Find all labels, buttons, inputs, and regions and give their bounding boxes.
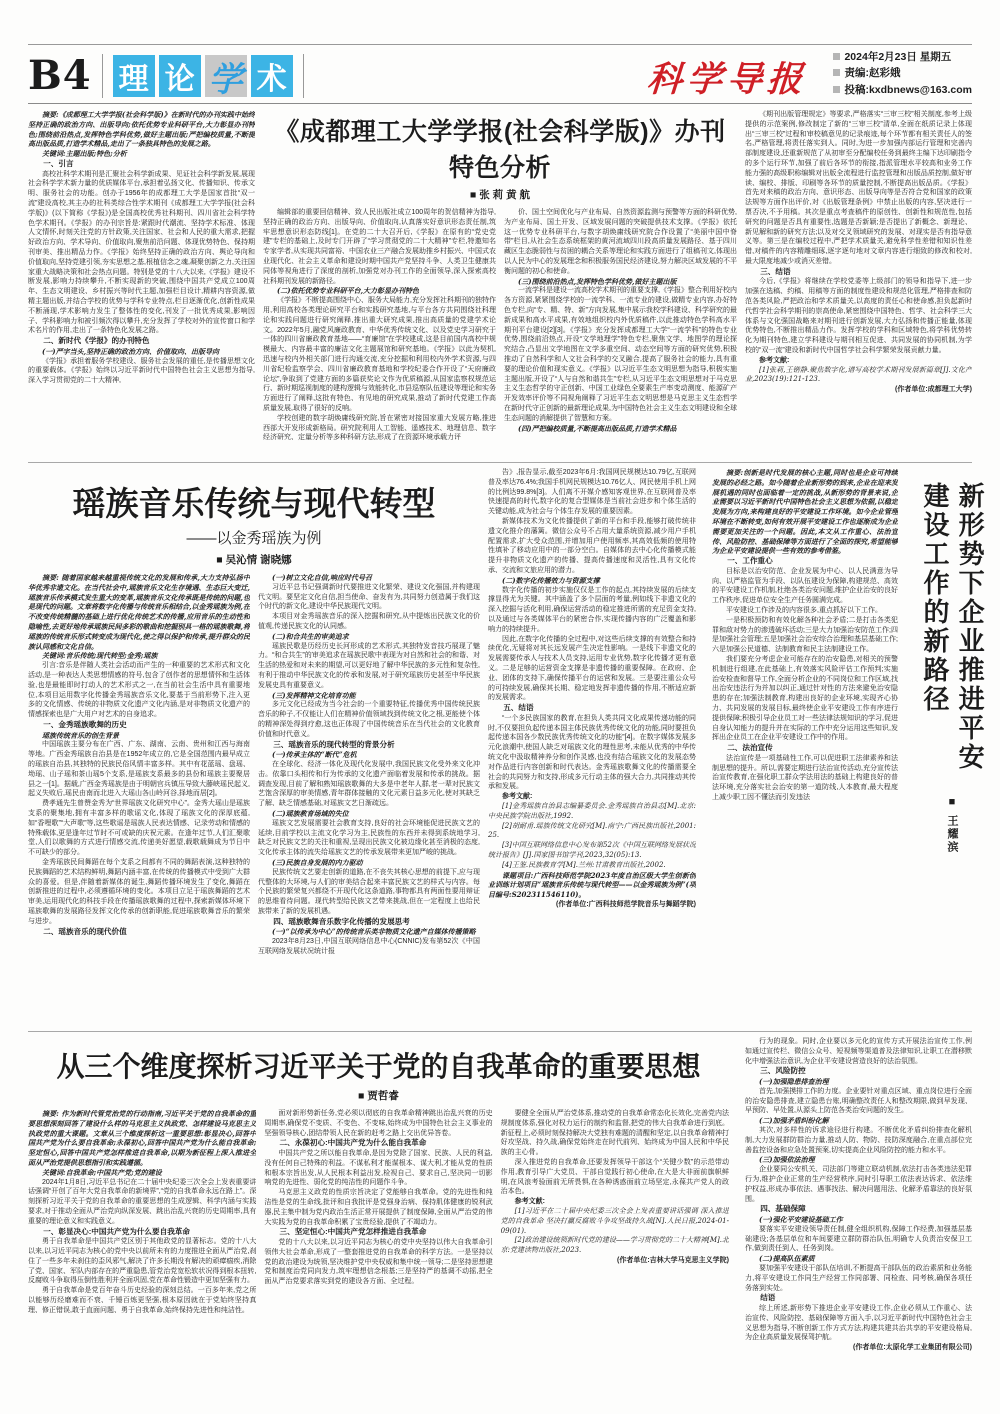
logo-char-li: 理: [113, 55, 155, 97]
paragraph: (一)严字当头,坚持正确的政治方向、价值取向、出版导向: [42, 346, 220, 356]
paragraph: 因此,在数字化传播的全过程中,对这些后续支撑的有效整合和持续优化,无疑将对其长远发展产生决定性影响。一是线下非遗文化的发展需要传承人与技术人员支持,运用专业优势,数字化传播才更有意义。二是足够的运营资金支撑是非遗传播的重要保障。在政府、企业、团体的支持下,确保传播平台的运营和发展。三是要注重公众号的可持续发展,确保其长期、稳定地发挥非遗传播的作用,不断适应新的发展需求。: [488, 635, 696, 702]
paragraph: 今后,《学报》将继续在学校党委等上级部门的领导和指导下,进一步加强在选稿、约稿、用稿等方面的制度性建设和规范化管理,严格排查和防范各类风险,严把政治和学术质量关,以高度的责任心和使命感,担负起新时代哲学社会科学期刊的崇高使命,紧密围绕中国特色、哲学、社会科学三大体系与文化强国战略来对期刊进行创新发展,大力弘扬和传播正能量,体现优势特色,不断推出精品力作。发挥学校的学科和区域特色,将学科优势转化为期刊特色,建立学科建设与期刊相互促进、共同发展的协同机制,为学校的“双一流”建设和新时代中国哲学社会科学繁荣发展贡献力量。: [745, 278, 972, 354]
paragraph: [1]习近平在二十届中央纪委三次全会上发表重要讲话强调 深入推进党的自我革命 坚决打赢反腐败斗争攻坚战持久战[N].人民日报,2024-01-09(01).: [500, 1206, 729, 1235]
paragraph: 其次,对多样性的诉求途径进行构建。不断优化矛盾纠纷排查化解机制,大力发展群防群治力量,推动人防、物防、技防深度融合,在重点部位完善监控设备和应急处置预案,切实提高企业风险防控的能力和水平。: [745, 1127, 972, 1154]
bullet-square-icon: [833, 69, 840, 76]
paragraph: 我们要充分考虑企业可能存在的治安隐患,对相关的预警机制进行组建,在此基础上,有效落实风险评估工作预判;实施治安检查和督导工作,全面分析企业的不同岗位和工作区域,找出治安违法行为并加以纠正,通过针对性的方法来避免治安隐患的存在;加强法制教育,构建出良好的企业环境,实现齐心协力、共同发展的发展目标,最终使企业平安建设工作有序进行提供保障;积极引导企业员工对一些法律法规知识的学习,促进自身认知能力的提升并在实际的工作中充分运用这些知识,发挥出企业员工在企业平安建设工作中的作用。: [712, 655, 898, 742]
paragraph: 中国共产党之所以能自我革命,是因为党除了国家、民族、人民的利益,没有任何自己特殊的利益。不谋私利才能谋根本、谋大利,才能从党的性质和根本宗旨出发,从人民根本利益出发,检视自己、要求自己,坚决同一切影响党的先进性、弱化党的纯洁性的问题作斗争。: [264, 1150, 493, 1187]
paragraph: [4]王鉴.民族教育学[M].兰州:甘肃教育出版社,2002.: [502, 860, 666, 869]
paragraph: 三、瑶族音乐的现代转型的背景分析: [273, 739, 395, 749]
paragraph: 参考文献:: [502, 793, 533, 801]
article1-column-1: [28, 110, 255, 457]
article-self-revolution: [28, 1037, 729, 1409]
paragraph: (二)依托优势专业科研平台,大力彰显办刊特色: [277, 286, 420, 296]
article4-column-3: [501, 1109, 729, 1409]
paragraph: 二、法治宣传: [727, 743, 773, 753]
paragraph: (二)和合共生的审美追求: [272, 631, 349, 641]
article-journal-analysis: [28, 110, 972, 457]
article4-column-1: [28, 1109, 256, 1409]
paragraph: 目标是以治安防范、企业发展为中心、以人民满意为导向、以严格监管为手段、以队伍建设为保障,构建规范、高效的平安建设工作机制,杜绝各类治安问题,维护企业治安的良好工作秩序,促进单位安全生产任务圆满完成。: [712, 567, 898, 605]
paragraph: 关键词:主题出版;特色;分析: [42, 149, 127, 159]
paragraph: 课题项目:广西科技师范学院2023年度自治区级大学生创新创业训练计划项目“瑶族音乐传统与现代转型——以金秀瑶族为例”(项目编号:S202311546110)。: [488, 870, 696, 900]
publication-info: [833, 49, 972, 99]
paragraph: 新媒体技术为文化传播提供了新的平台和手段,能够打破传统非遗文化推介的藩篱。微信公众号不占用大量系统资源,减少用户手机配置需求,扩大受众范围,并增加用户使用频率,其高效低频的使用特性填补了移动应用中的一部分空白。自媒体的去中心化传播模式能提升非物质文化遗产的传播、提高传播速度和灵活性,具有文化传承、交流和文旅应用的潜力。: [488, 517, 696, 574]
paragraph: [1]金秀瑶族自治县志编纂委员会.金秀瑶族自治县志[M].北京:中央民族学院出版社,1992.: [488, 801, 696, 820]
paragraph: (三)民族自身发展的内力驱动: [272, 857, 363, 867]
paragraph: 引言:音乐是伴随人类社会活动而产生的一种重要的艺术形式和文化活动,是一种表达人类思想情感的符号,包含了创作者的思想情怀和生活体验,也是最能即时打动人的艺术形式之一,在当前社会生活中具有重要地位,本项目运用数字化传播金秀瑶族音乐文化,要基于当前形势下,注入更多的文化情感、传统的非物质文化遗产文化内涵,是对非物质文化遗产的情感探索也是广大用户对艺术的自身追求。: [28, 662, 250, 719]
masthead-title: 科学导报: [646, 59, 809, 100]
paragraph: 本项目对金秀瑶族音乐的深入挖掘和研究,从中提炼出民族文化的价值观,传递民族文化的认同感。: [258, 613, 480, 630]
paragraph: [3]中国互联网络信息中心发布第52次《中国互联网络发展状况统计报告》[J].国家图书馆学刊,2023,32(05):13.: [488, 841, 696, 859]
article3-column-a: [712, 468, 898, 1026]
paragraph: 三、结语: [760, 266, 791, 276]
paragraph: 价、国土空间优化与产业布局、自然资源监测与预警等方面的科研优势,为产业布局、国土开发、区域发展问题的突破提供技术支撑。《学报》依托这一优势专业科研平台,与数字胡焕庸线研究院合作设置了“美丽中国中脊带”栏目,从社会生态系统框架的黄河流域四川段高质量发展路径、基于四川藏区生态脆弱性与贫困的耦合关系等理论和实践方面进行了组稿刊文,体现出以人民为中心的发展理念和积极服务国民经济建设,努力解决区域发展的不平衡问题的初心和使命。: [504, 209, 737, 275]
paragraph: 四、基础保障: [760, 1204, 806, 1214]
paragraph: 一、引言: [43, 158, 74, 168]
paragraph: “一个多民族国家的教育,在担负人类共同文化成果传递功能的同时,不仅要担负起传递本国主体民族优秀传统文化的功能,同时要担负起传递本国各少数民族优秀传统文化的功能”[4]。在数字媒体发展多元化浪潮中,使国人缺乏对瑶族文化的理性思考,未能从优秀的中华传统文化中汲取精神养分和创作灵感,也没有结合瑶族文化的发展态势对作品进行内容创新和时代表达。金秀瑶族歌舞文化的传播需要全社会的共同努力和支持,形成多元行动主体的强大合力,共同推动其传承和发展。: [488, 714, 696, 791]
article2-subtitle: ——以金秀瑶族为例: [186, 530, 322, 547]
article3-byline: ■ 王耀滨: [946, 796, 958, 855]
paragraph: (一)传承主体的“断代”危机: [272, 750, 357, 760]
paragraph: (二)提高队伍素质: [759, 1254, 815, 1264]
logo-char-shu: 术: [251, 55, 293, 97]
paragraph: [1]张莉,王锴静.聚焦数字化,谱写高校学术期刊发展新篇章[J].文化产业,2023(19):121-123.: [745, 365, 972, 384]
paragraph: 金秀瑶族民间舞蹈在每个支系之间都有不同的舞蹈表演,这种独特的民族舞蹈的艺术结构鲜明,舞蹈内涵丰富,在传统的传播模式中受到广大群众的喜爱。但是,伴随着新媒体的诞生,舞蹈传播环境发生了变化,舞蹈在创新推进的过程中,必须遵循环境的变化。本项目立足于瑶族舞蹈的艺术审美,运用现代化的科技手段在传播瑶族歌舞的过程中,探索新媒体环境下瑶族歌舞的发展路径发挥文化传承的创新职能,促进瑶族歌舞音乐的繁荣与进步。: [28, 858, 250, 925]
paragraph: 法治宣传是一项基础性工作,可以促进职工法律素养和法制思想的提升。所以,需要定期进行法治宣传活动,充分宣传法治宣传教育,在强化职工群众学法用法的基础上构建良好的普法环境,充分落实社会治安的第一道防线,人本教育,最大程度上减少职工因不懂法而引发违法: [712, 754, 898, 801]
paragraph: (二)加强矛盾纠纷化解: [759, 1116, 829, 1126]
article2-title: 瑶族音乐传统与现代转型: [72, 485, 436, 522]
paragraph: (一)树立文化自信,响应时代号召: [272, 573, 373, 582]
middle-band: [28, 468, 986, 1026]
paragraph: 一流学科是建设一流高校学术期刊的重要支撑,《学报》整合利用好校内各方资源,紧紧围绕学校的一流学科、一流专业的建设,做精专业内容,办好特色专栏,向“专、精、特、新”方向发展,集中展示我校学科建设、科学研究的最新成果和高水平成果,有效地组织校内外优质稿件,以此推动特色学科高水平期刊平台建设[2][3]。《学报》充分发挥成都理工大学“一流学科”的特色专业优势,围绕前沿热点,开设“文学地理学”特色专栏,聚焦文学、地图学的理论探究结合,凸显出文学地图在文学多重空间、动态空间等方面的研究优势,积极推动了自然科学和人文社会科学的交叉融合,提高了服务社会的能力,具有重要的理论价值和现实意义。《学报》以习近平生态文明思想为指导,积极实施主题出版,开设了“人与自然和谐共生”专栏,从习近平生态文明思想对于马克思主义生态哲学的守正创新、中国工业绿色全要素生产率变动测度、能源矿产开发效率评价等不同视角阐释了习近平生态文明思想是马克思主义生态哲学在新时代守正创新的最新理论成果,为中国特色社会主义生态文明建设和全球生态问题的消解提供了智慧和方案。: [504, 287, 737, 422]
article1-column-2: [263, 208, 496, 457]
article1-byline: ■ 张 莉 黄 航: [469, 189, 530, 201]
paragraph: 三、风险防控: [760, 1066, 806, 1076]
header-rule: [28, 103, 972, 104]
paragraph: 关键词:自我革命;中国共产党;党的建设: [42, 1167, 162, 1177]
paragraph: 要落实平安建设领导责任制,健全组织机构,保障工作经费,加强基层基础建设;各基层单位和车间要建立群防群治队伍,明确专人负责治安保卫工作,做到责任到人、任务到岗。: [745, 1225, 972, 1253]
article1-column-3: [504, 208, 737, 457]
bullet-square-icon: [833, 86, 840, 93]
paragraph: 综上所述,新形势下推进企业平安建设工作,企业必须从工作重心、法治宣传、风险防控、基础保障等方面入手,以习近平新时代中国特色社会主义思想为指导,不断创新工作方式方法,构建共建共治共享的平安建设格局,为企业高质量发展保驾护航。: [745, 1305, 972, 1342]
paragraph: 勇于自我革命是中国共产党区别于其他政党的显著标志。党的十八大以来,以习近平同志为核心的党中央以前所未有的力度推进全面从严治党,刹住了一些多年未刹住的歪风邪气,解决了许多长期没有解决的顽瘴痼疾,消除了党、国家、军队内部存在的严重隐患,管党治党宽松软状况得到根本扭转,反腐败斗争取得压倒性胜利并全面巩固,党在革命性锻造中更加坚强有力。: [28, 1238, 257, 1285]
paragraph: 编辑部的重要回信精神、致人民出版社成立100周年的贺信精神为指导,坚持正确的政治方向、出版导向、价值取向,认真落实好意识形态责任制,筑牢思想意识形态防线[1]。在党的二十大召开后,《学报》在原有的“党史党建”专栏的基础上,及时专门开辟了“学习贯彻党的二十大精神”专栏,特邀知名专家学者,从实现共同富裕、中国农业三产融合发展助推乡村振兴、中国式农业现代化、社会主义革命和建设时期中国共产党坚持斗争、人类卫生健康共同体等视角进行了深度的剖析,加强党对办刊工作的全面领导,深入探索高校社科期刊发展的新路径。: [263, 209, 496, 285]
paragraph: 行为的现象。同时,企业要以多元化的宣传方式开展法治宣传工作,例如通过宣传栏、微信公众号、短视频等渠道普及法律知识,让职工在潜移默化中增强法治意识,为企业平安建设营造良好的法治氛围。: [745, 1038, 972, 1065]
edition-label: B4: [28, 52, 92, 99]
bottom-band: [28, 1037, 972, 1409]
paragraph: (一)加强隐患排查治理: [759, 1077, 829, 1087]
paragraph: (三)发挥精神文化培育功能: [272, 690, 356, 700]
paragraph: 要加强平安建设干部队伍培训,不断提高干部队伍的政治素质和业务能力,将平安建设工作同生产经营工作同部署、同检查、同考核,确保各项任务落到实处。: [745, 1264, 972, 1292]
article2-column-1: [28, 573, 250, 1026]
paragraph: (四)严把编校质量,不断提高出版品质,打造学术精品: [518, 423, 677, 433]
paragraph: 深入推进党的自我革命,还要发挥领导干部这个“关键少数”的示范带动作用,教育引导广大党员、干部自觉践行初心使命,在大是大非面前旗帜鲜明,在风浪考验面前无所畏惧,在各种诱惑面前立场坚定,永葆共产党人的政治本色。: [500, 1158, 729, 1196]
paragraph: 摘要: 作为新时代管党治党的行动指南,习近平关于党的自我革命的重要思想深刻回答了建设什么样的马克思主义执政党、怎样建设马克思主义执政党的重大课题。文章从三个维度探析这一重要思想:彰显决心,回答中国共产党为什么要自我革命;永葆初心,回答中国共产党为什么能自我革命;坚定恒心,回答中国共产党怎样推进自我革命,以期为新征程上深入推进全面从严治党提供思想指引和实践遵循。: [28, 1109, 257, 1167]
article4-column-2: [264, 1109, 492, 1409]
paragraph: (作者单位:太原化学工业集团有限公司): [853, 1344, 972, 1352]
paragraph: (二)瑶族教育场域的失位: [272, 808, 349, 818]
paragraph: (三)围绕前沿热点,发挥特色学科优势,做好主题出版: [518, 276, 677, 286]
paragraph: 习近平总书记强调新时代要推进文化繁荣、建设文化强国,并构建现代文明。要坚定文化自信,担当使命、奋发有为,共同努力创造属于我们这个时代的新文化,建设中华民族现代文明。: [258, 583, 480, 611]
article3-column-b: [745, 1037, 972, 1409]
submit-line: 投稿:kxdbnews@163.com: [833, 82, 972, 98]
paragraph: 在全球化、经济一体化及现代化发展中,我国民族文化受外来文化冲击。依靠口头相传和行为传承的文化遗产面临着发展和传承的挑战。据调查发现,目前了解和熟知瑶族歌舞的大多是中老年人群,老一辈对民族文艺饱含深厚的审美情感,青年群体接触的文化元素日益多元化,使对其缺乏了解、缺乏情感基础,对瑶族文艺日渐疏远。: [258, 760, 480, 808]
paragraph: 马克思主义政党的性质宗旨决定了党能够自我革命。党的先进性和纯洁性是党的生命线,批评和自我批评是党强身治病、保持肌体健康的锐利武器,民主集中制为党内政治生活正常开展提供了制度保障,全面从严治党的伟大实践为党的自我革命积累了宝贵经验,提供了不竭动力。: [264, 1189, 493, 1226]
paragraph: 学校创建的数字胡焕庸线研究院,旨在紧密对接国家重大发展方略,推进西部大开发形成新格局。研究院利用人工智能、遥感技术、地理信息、数字经济研究、定量分析等多种科研方法,形成了在资源环境承载力评: [263, 414, 496, 442]
article2-column-3: [488, 468, 696, 1026]
paragraph: 摘要:《成都理工大学学报(社会科学版)》在新时代的办刊实践中始终坚持正确的政治方向、出版导向;依托优势专业科研平台,大力彰显办刊特色;围绕前沿热点,发挥特色学科优势,做好主题出版;严把编校质量,不断提高出版品质,打造学术精品,走出了一条独具特色的发展之路。: [28, 110, 255, 149]
date-line: 2024年2月23日 星期五: [833, 49, 972, 65]
top-hairline: [28, 44, 972, 45]
paragraph: 首先,加强摸排工作的力度。企业要针对重点区域、重点岗位进行全面的治安隐患排查,建立隐患台账,明确整改责任人和整改期限,做到早发现、早预防、早处置,从源头上防范各类治安问题的发生。: [745, 1087, 972, 1115]
paragraph: 瑶族文艺发展需要社会教育支持,良好的社会环境能促进民族文艺的延续,目前学校以主流文化学习为主,民族性的东西并未得到系统地学习,缺乏对民族文艺的关注和重视,呈现出民族文化被边缘化甚至消极的态度,文化传承主体的流失给瑶族文艺的传承发展带来更加严峻的挑战。: [258, 819, 480, 857]
paragraph: [2]政治建设统领新时代党的建设——学习贯彻党的二十大精神[M].北京:党建读物出版社,2023.: [500, 1236, 729, 1255]
paragraph: 企业要同公安机关、司法部门等建立联动机制,依法打击各类违法犯罪行为,维护企业正常的生产经营秩序,同时引导职工依法表达诉求、依法维护权益,形成办事依法、遇事找法、解决问题用法、化解矛盾靠法的良好氛围。: [745, 1166, 972, 1203]
paragraph: 摘要: 随着国家越来越重视传统文化的发展和传承,大力支持弘扬中华优秀非遗文化。在当代社会中,瑶族音乐文化生存境遇、生态巨大变迁,瑶族音乐传承模式发生重大的变革,瑶族音乐文化传承既是传统的问题,也是现代的问题。文章将数字化传播与传统音乐相结合,以金秀瑶族为例,在不改变传统精髓的基础上进行优化传统艺术的传播,应用音乐的生动性和隐喻性,去更好地传承瑶族民间多彩的歌曲和挖掘别具一格的瑶族歌舞,将瑶族的传统音乐形式转变成为现代化,使之得以保护和传承,提升群众的民族认同感和文化自信。: [28, 573, 250, 651]
band-divider: [28, 462, 972, 463]
paragraph: 费孝通先生曾赞金秀为“世界瑶族文化研究中心”。金秀大瑶山是瑶族支系的聚集地,拥有丰富多样的歌谣文化,体现了瑶族文化的深厚底蕴,如“香哩歌”“大声歌”等,这些歌谣是瑶族人民表达情感、记录劳动和情感的特殊载体,更是逢年过节时不可或缺的庆祝元素。在逢年过节,人们汇聚歌堂,人们以歌舞的方式进行情感交流,传递美好愿望,载歌载舞成为节日中不可缺少的部分。: [28, 800, 250, 857]
logo-char-xue: 学: [205, 55, 247, 97]
paragraph: 2023年8月23日,中国互联网络信息中心(CNNIC)发布第52次《中国互联网络发展状况统计报: [258, 938, 480, 955]
bullet-square-icon: [833, 53, 840, 60]
paragraph: 一是积极预防和有效化解各种社会矛盾;二是打击各类犯罪和敌对势力的渗透破坏活动;三是大力加强治安防范工作;四是加强社会管理;五是加强社会治安综合治理和基层基础工作;六是加强公民道德、法制教育和民主法制建设工作。: [712, 616, 898, 654]
paragraph: 瑶族传统音乐的创生背景: [42, 730, 119, 740]
article-yao-music: [28, 468, 480, 1026]
paragraph: 参考文献:: [759, 356, 790, 364]
paragraph: 高校社科学术期刊是汇聚社会科学新成果、见证社会科学新发展,展现社会科学学术新力量的优质媒体平台,承担着弘扬文化、传播知识、传承文明、服务社会的功能。创办于1956年的成都理工大学是国家首批“双一流”建设高校,其主办的社科类综合性学术期刊《成都理工大学学报(社会科学版)》(以下简称《学报》)是全国高校优秀社科期刊、四川省社会科学特色学术期刊。《学报》的办刊宗旨是:紧跟时代潮流、坚持学术标准、体现人文情怀,时刻关注党的方针政策,关注国家、社会和人民的重大需求,把握好政治方向、学术导向、价值取向,聚焦前沿问题、体现优势特色、保持期刊审美、推出精品力作。《学报》始终坚持正确的政治方向、舆论导向和价值取向,坚持党建引领,夯实思想之基,根植信念之魂,凝聚创新之力,关注国家重大战略决策和社会热点问题。特别是党的十八大以来,《学报》建设不断发展,影响力持续攀升,不断实现新的突破,围绕中国共产党成立100周年、生态文明建设、乡村振兴等时代主题,加强栏目设计,精耕内容资源,做精主题出版,并结合学校的优势与学科专业特点,栏目逐渐优化,创新性成果不断涌现,学术影响力发生了整体性的变化,刊发了一批优秀成果,影响因子、学科影响力和被引频次得以攀升,充分发挥了学校对外的宣传窗口和学术名片的作用,走出了一条特色化发展之路。: [28, 170, 255, 335]
paragraph: 2024年1月8日,习近平总书记在二十届中央纪委三次全会上发表重要讲话强调“开创了百年大党自我革命的新境界”,“党的自我革命永远在路上”。深刻探析习近平关于党的自我革命的重要思想的生成逻辑、科学内涵与实践要求,对于推动全面从严治党向纵深发展、跳出治乱兴衰的历史周期率,具有重要的理论意义和实践意义。: [28, 1178, 257, 1225]
paragraph: 二、瑶族音乐的现代价值: [43, 926, 127, 936]
paragraph: 平安建设工作涉及的内容很多,重点抓好以下工作。: [726, 606, 882, 614]
paragraph: 瑶族民歌是历经历史长河形成的艺术形式,其独特发音技巧展现了魅力。“和合共生”的审美追求在瑶族民歌中表现为对自然和社会的和谐、对生活的热爱和对未来的期望,可以更好地了解中华民族的多元性和复杂性,有利于推动中华民族文化的传承和发展,对于研究瑶族历史甚至中华民族发展史具有重要意义。: [258, 642, 480, 689]
paragraph: 多元文化已经成为当今社会的一个重要特征,传播优秀中国传统民族音乐的种子,不仅能让人们在精神价值领域找到传统文化之根,更能使个体的精神深处得到疗愈,这也正体现了中国传统音乐在当代社会的文化教育价值和时代意义。: [258, 701, 480, 738]
article2-column-2: [258, 573, 480, 1026]
paragraph: 数字化传播的初步实施仅仅是工作的起点,其持续发展的后续支撑显得尤为关键。其中涵盖了多个层面的考量,例如线下非遗文化的深入挖掘与活化利用,确保运营活动的稳定推进所需的充足资金支持,以及通过与各类媒体平台的紧密合作,实现传播内容的广泛覆盖和影响力的持续提升。: [488, 586, 696, 633]
header-divider-2: [303, 54, 304, 98]
paragraph: 《学报》承担着服务学校建设、服务社会发展的重任,是传播思想文化的重要载体。《学报》始终以习近平新时代中国特色社会主义思想为指导,深入学习贯彻党的二十大精神,: [28, 357, 255, 385]
article1-column-4: [745, 110, 972, 457]
paragraph: (三)加强依法治理: [759, 1155, 815, 1165]
paragraph: 三、坚定恒心:中国共产党怎样推进自我革命: [279, 1227, 427, 1237]
article1-title: 《成都理工大学学报(社会科学版)》办刊特色分析: [274, 118, 726, 182]
paragraph: (作者单位:广西科技师范学院音乐与舞蹈学院): [556, 900, 696, 908]
article3-title-strip: [914, 468, 990, 1026]
paragraph: (作者单位:吉林大学马克思主义学院): [616, 1256, 729, 1264]
article4-byline: ■ 贾哲睿: [358, 1090, 399, 1102]
paragraph: 《期刊出版管理规定》等要求,严格落实“三审三校”相关制度,参考上级提供的示范案例,修改制定了新的“三审三校”清单,全面在纸质记录上体现出“三审三校”过程和审校稿意见的记录痕迹,每个环节都有相关责任人的签名,严格管理,将责任落实到人。同时,为进一步加强内部运行管理和完善内部制度建设,还重新规范了从初审至分配编校任务到最终主编下达印刷指令的多个运行环节,加强了前后各环节的衔接,指派管理水平较高和业务工作能力强的高级职称编辑对出版全流程进行监控管理和出版品质控制,做好审读、编校、排版、印刷等各环节的质量控制,不断提高出版品质。《学报》首先对来稿的政治方向、意识形态、出版导向等是否符合党和国家的政策法规等方面作出评价,对《出版管理条例》中禁止出版的内容,坚决进行一票否决,不予用稿。其次是重点考查稿件的原创性、创新性和规范性,包括研究的问题是否具有重要性,选题是否新颖;是否提出了新概念、新理论、新见解和新的研究方法;以及对交叉领域研究的发展、对现实是否有指导意义等。第三是在编校过程中,严把学术质量关,避免科学性差错和知识性差错,对稿件的内容精雕细琢,逐字逐句地对文章内容进行细致的修改和校对,最大限度地减少或消灭差错。: [745, 111, 972, 265]
paragraph: 勇于自我革命是党百年奋斗历史经验的深刻总结。一百多年来,党之所以能够历经磨难而不衰、千锤百炼更坚强,根本原因就在于党始终坚持真理、修正错误,敢于直面问题、勇于自我革命,始终保持先进性和纯洁性。: [28, 1287, 257, 1314]
paragraph: [2]胡耐甫.瑶族传统文化研究[M].南宁:广西民族出版社,2001:25.: [488, 821, 696, 840]
paragraph: 一、工作重心: [727, 556, 773, 566]
editor-line: 责编:赵彩娥: [833, 65, 972, 81]
paragraph: 面对新形势新任务,党必须以彻底的自我革命精神跳出治乱兴衰的历史周期率,确保党不变质、不变色、不变味,始终成为中国特色社会主义事业的坚强领导核心,团结带领人民在新的赶考之路上交出优异答卷。: [264, 1110, 493, 1137]
paragraph: 《学报》不断提高围绕中心、服务大局能力,充分发挥社科期刊的独特作用,利用高校各类理论研究平台和实践研究基地,与平台各方共同围绕社科理论和实践问题进行研究阐释,推出重大研究成果,推出高质量的党建学术论文。2022年5月,融党风廉政教育、中华优秀传统文化、以及党史学习研究于一体的四川省廉政教育基地——“育廉馆”在学校建成,这是目前国内高校中规模最大、内容最丰富的廉洁文化主题展馆和研究基地。《学报》以此为契机,迅速与校内外相关部门进行沟通交流,充分挖掘和利用校内外学术资源,与四川省纪检监察学会、四川省廉政教育基地和学校纪委合作开设了“天府廉政论坛”,争取到了党建方面的多篇获奖论文作为优质稿源,从国家监察权规范运行、新时期巡视制度的建构逻辑与效能转化,市县巡察队伍建设等理论和实务方面进行了阐释,这批有特色、有见地的研究成果,推动了新时代党建工作高质量发展,取得了很好的反响。: [263, 297, 496, 412]
paragraph: (二)数字化传播效力与资源支撑: [502, 575, 600, 585]
paragraph: 摘要:创新是时代发展的核心主题,同时也是企业可持续发展的必经之路。如今随着企业新形势的到来,企业在迎来发展机遇的同时也面临着一定的挑战,从新形势的背景来说,企业需要以习近平新时代中国特色社会主义思想为依据,以稳定发展为方向,来构建良好的平安建设工作环境。如今企业管理环境在不断转变,如何有效开展平安建设工作也逐渐成为企业需要更加关注的一个问题。因此,本文从工作重心、法治宣传、风险防控、基础保障等方面进行了全面的探究,希望能够为企业平安建设提供一些有效的参考借鉴。: [712, 468, 898, 556]
paragraph: 要健全全面从严治党体系,推动党的自我革命常态化长效化,完善党内法规制度体系,强化对权力运行的制约和监督,把党的伟大自我革命进行到底。新征程上,必须时刻保持解决大党独有难题的清醒和坚定,以自我革命精神打好攻坚战、持久战,确保党始终走在时代前列、始终成为中国人民和中华民族的主心骨。: [500, 1110, 729, 1157]
paragraph: 五、结语: [503, 703, 534, 713]
paragraph: 一、金秀瑶族歌舞的历史: [43, 719, 127, 729]
paragraph: 中国瑶族主要分布在广西、广东、湖南、云南、贵州和江西与海南等地。广西金秀瑶族自治县是在1952年成立的,它是全国范围内最早成立的瑶族自治县,其独特的民族民俗风情丰富多样。其中有花蓝瑶、盘瑶、坳瑶、山子瑶和茶山瑶5个支系,是瑶族支系最多的县份和瑶族主要聚居县之一[1]。据载,广西金秀瑶族是由于明朝官兵镇压导致大藤峡瑶民起义,起义失败后,瑶民由南而北进入大瑶山各山岭河谷,择地而居[2]。: [28, 741, 250, 798]
paragraph: 一、彰显决心:中国共产党为什么要自我革命: [43, 1226, 190, 1236]
article2-byline: ■ 吴沁情 谢晓娜: [216, 554, 292, 566]
paragraph: 二、新时代《学报》的办刊特色: [43, 336, 150, 346]
paragraph: 结语: [760, 1293, 776, 1303]
header-divider: [102, 54, 103, 98]
paragraph: (一)“以传承为中心”的传统音乐类非物质文化遗产自媒体传播策略: [272, 927, 476, 937]
article3-title: 新形势下企业推进平安建设工作的新路径: [920, 482, 986, 772]
page-header: [28, 47, 972, 99]
paragraph: 二、永葆初心:中国共产党为什么能自我革命: [279, 1138, 427, 1148]
paragraph: 参考文献:: [514, 1198, 545, 1206]
section-logo: [113, 55, 293, 100]
band-divider: [28, 1031, 972, 1032]
paragraph: (一)强化平安建设基础工作: [759, 1215, 843, 1224]
paragraph: 关键词:音乐传统;现代转型;金秀;瑶族: [42, 651, 158, 661]
logo-char-lun: 论: [159, 55, 201, 97]
article4-title: 从三个维度探析习近平关于党的自我革命的重要思想: [56, 1051, 701, 1082]
paragraph: 党的十八大以来,以习近平同志为核心的党中央坚持以伟大自我革命引领伟大社会革命,形成了一整套推进党的自我革命的科学方法。一是坚持以党的政治建设为统领,坚决维护党中央权威和集中统一领导;二是坚持思想建党和制度治党同向发力,筑牢理想信念根基;三是坚持严的基调不动摇,把全面从严治党要求落实到党的建设各方面、全过程。: [264, 1239, 493, 1286]
paragraph: (作者单位:成都理工大学): [895, 386, 972, 394]
paragraph: 四、瑶族歌舞音乐数字化传播的发展思考: [273, 916, 410, 926]
paragraph: 告》,报告显示,截至2023年6月:我国网民规模达10.79亿,互联网普及率达76.4%;我国手机网民规模达10.76亿人、网民使用手机上网的比例达99.8%[3]。人们离不开媒介感知客观世界,在互联网普及率快速提高的时代,数字化的复合型媒体是当前社会进步和个体生活的关键动能,成为社会与个体生存发展的重要因素。: [488, 469, 696, 516]
paragraph: 民族传统文艺要走创新的道路,在不丧失其核心思想的前提下,应与现代整体的大环境,与人们的审美结合起来丰富民族文艺的样式与内容。每个民族的繁荣复兴都绕不开现代化这条道路,事物都具有两面性要用辩证的思维看待问题。现代转型给民族文艺带来挑战,但在一定程度上也给民族带来了新的发展机遇。: [258, 868, 480, 915]
